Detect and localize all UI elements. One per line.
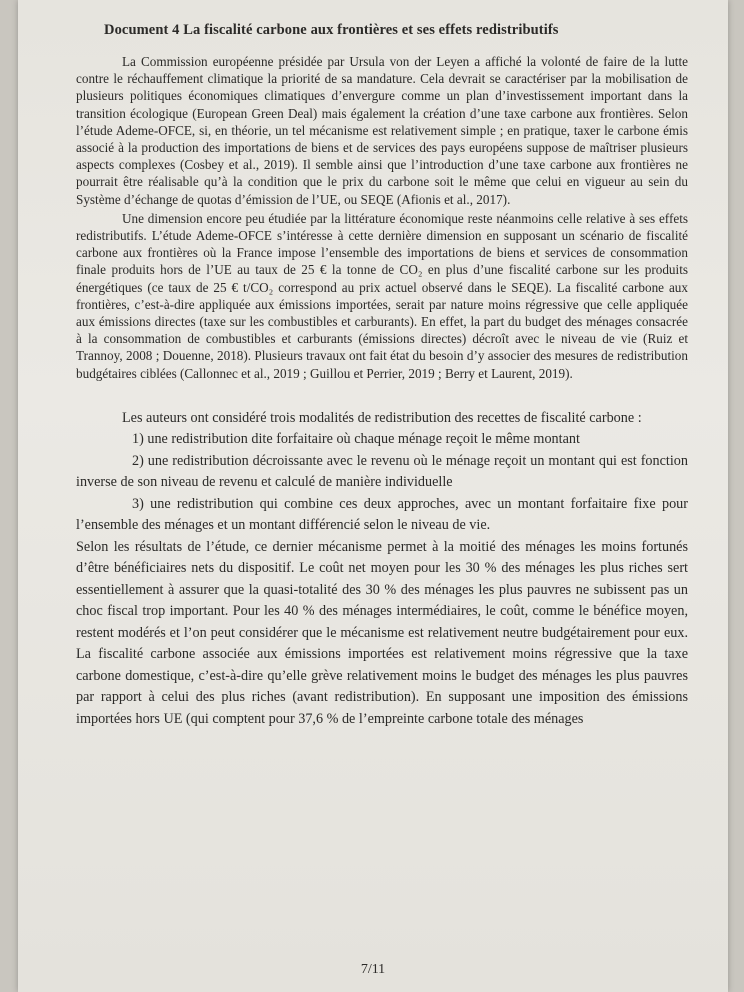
document-content (76, 22, 688, 730)
results-paragraph: Selon les résultats de l’étude, ce dernier mécanisme permet à la moitié des ménages les moins fortunés d’être bénéficiaires nets du dispositif. Le coût net moyen pour les 30 % des ménages les plus riches sert essentiellement à assurer que la quasi-totalité des 30 % des ménages les plus pauvres ne subissent pas un choc fiscal trop important. Pour les 40 % des ménages intermédiaires, le coût, comme le bénéfice moyen, restent modérés et l’on peut considérer que le mécanisme est relativement neutre budgétairement pour eux. La fiscalité carbone associée aux émissions importées est relativement moins régressive que la taxe carbone domestique, c’est-à-dire qu’elle grève relativement moins le budget des ménages les plus pauvres par rapport à celui des plus riches (avant redistribution). En supposant une imposition des émissions importées hors UE (qui comptent pour 37,6 % de l’empreinte carbone totale des ménages (76, 538, 688, 727)
document-page (18, 0, 728, 992)
list-item: 2) une redistribution décroissante avec le revenu où le ménage reçoit un montant qui est fonction inverse de son niveau de revenu et calculé de manière individuelle (76, 452, 688, 491)
redistribution-section (76, 408, 688, 731)
list-item: 1) une redistribution dite forfaitaire où chaque ménage reçoit le même montant (132, 431, 580, 448)
list-item: 3) une redistribution qui combine ces deux approches, avec un montant forfaitaire fixe pour l’ensemble des ménages et un montant différencié selon le niveau de vie. (76, 495, 688, 534)
paragraph-1: La Commission européenne présidée par Ursula von der Leyen a affiché la volonté de faire de la lutte contre le réchauffement climatique la priorité de sa mandature. Cela devrait se caractériser par la mobilisation de plusieurs politiques économiques climatiques d’envergure comme un plan d’investissement important dans la transition écologique (European Green Deal) mais également la création d’une taxe carbone aux frontières. Selon l’étude Ademe-OFCE, si, en théorie, un tel mécanisme est relativement simple ; en pratique, taxer le carbone émis associé à la production des importations de biens et de services des pays européens suppose de maîtriser plusieurs aspects complexes (Cosbey et al., 2019). Il semble ainsi que l’introduction d’une taxe carbone aux frontières ne pourrait être réalisable qu’à la condition que le prix du carbone soit le même que celui en vigueur au sein du Système d’échange de quotas d’émission de l’UE, ou SEQE (Afionis et al., 2017). (76, 54, 688, 207)
page-number: 7/11 (360, 962, 386, 977)
document-title: Document 4 La fiscalité carbone aux frontières et ses effets redistributifs (104, 22, 559, 38)
redistribution-intro: Les auteurs ont considéré trois modalités de redistribution des recettes de fiscalité carbone : (122, 409, 642, 426)
paragraph-2: Une dimension encore peu étudiée par la littérature économique reste néanmoins celle relative à ses effets redistributifs. L’étude Ademe-OFCE s’intéresse à cette dernière dimension en supposant un scénario de fiscalité carbone aux frontières où la France impose l’ensemble des importations de biens et services de consommation finale produits hors de l’UE au taux de 25 € la tonne de CO₂ en plus d’une fiscalité carbone sur les produits énergétiques (ce taux de 25 € t/CO₂ correspond au prix actuel observé dans le SEQE). La fiscalité carbone aux frontières, c’est-à-dire appliquée aux émissions importées, serait par nature moins régressive que celle appliquée aux émissions directes (taxe sur les combustibles et carburants). En effet, la part du budget des ménages consacrée à la consommation de combustibles et carburants (émissions directes) décroît avec le niveau de vie (Ruiz et Trannoy, 2008 ; Douenne, 2018). Plusieurs travaux ont fait état du besoin d’y associer des mesures de redistribution budgétaires ciblées (Callonnec et al., 2019 ; Guillou et Perrier, 2019 ; Berry et Laurent, 2019). (76, 210, 688, 381)
